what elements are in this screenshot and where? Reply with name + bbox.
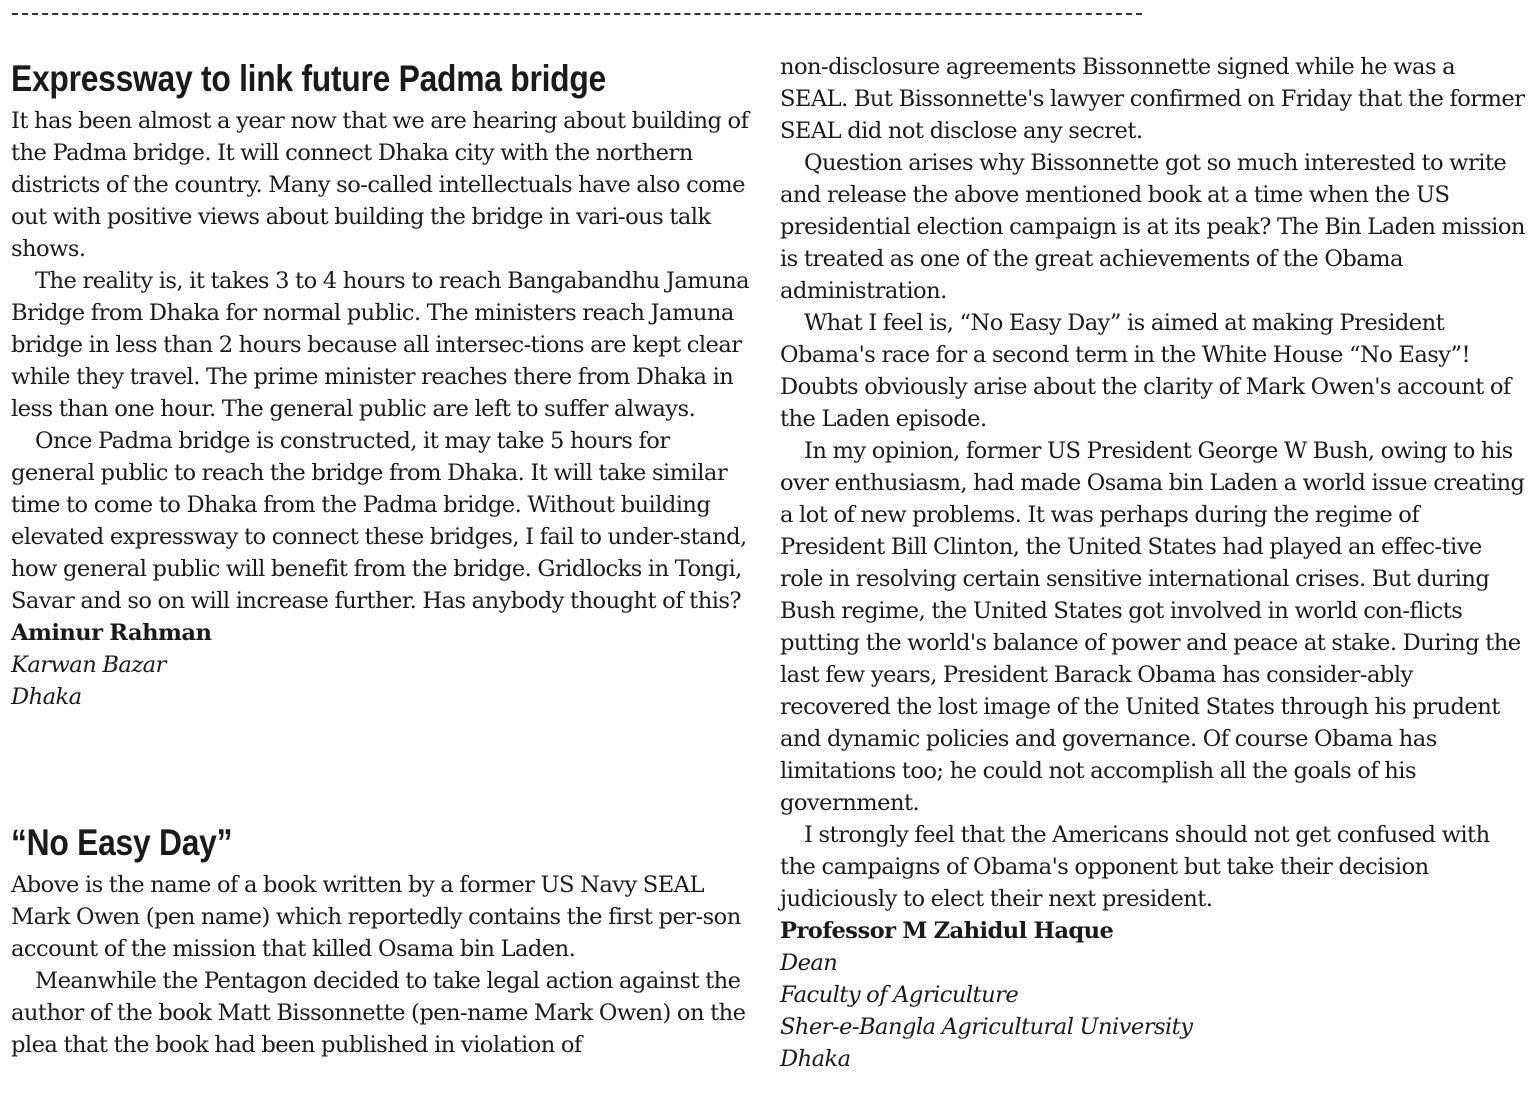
top-dashed-rule: [12, 13, 1142, 15]
letter2-paragraph-1: Above is the name of a book written by a former US Navy SEAL Mark Owen (pen name) which reportedly contains the first per-son account of the mission that killed Osama bin Laden.: [11, 872, 741, 962]
letter1-paragraph-2: The reality is, it takes 3 to 4 hours to reach Bangabandhu Jamuna Bridge from Dhaka for normal public. The ministers reach Jamuna bridge in less than 2 hours because all intersec-tions are kept clear while they travel. The prime minister reaches there from Dhaka in less than one hour. The general public are left to suffer always.: [11, 268, 750, 422]
letter2-paragraph-2: Meanwhile the Pentagon decided to take legal action against the author of the book Matt Bissonnette (pen-name Mark Owen) on the plea that the book had been published in violation of: [11, 968, 746, 1058]
letter2-paragraph-7: I strongly feel that the Americans should not get confused with the campaigns of Obama's opponent but take their decision judiciously to elect their next president.: [780, 822, 1490, 912]
letter1-signature-name: Aminur Rahman: [11, 620, 212, 646]
letter2-signature-line: Dean: [780, 950, 838, 976]
letter1-paragraph-1: It has been almost a year now that we are hearing about building of the Padma bridge. It will connect Dhaka city with the northern districts of the country. Many so-called intellectuals have also come out with positive views about building the bridge in vari-ous talk shows.: [11, 108, 749, 262]
letter1-headline: Expressway to link future Padma bridge: [11, 58, 606, 99]
letter1-signature-line: Dhaka: [11, 684, 82, 710]
letter2-body-right: [780, 51, 1528, 1075]
letter2-signature-line: Dhaka: [780, 1046, 851, 1072]
letter2-signature-line: Sher-e-Bangla Agricultural University: [780, 1014, 1193, 1040]
letter2-signature-name: Professor M Zahidul Haque: [780, 918, 1114, 944]
letter2-paragraph-5: What I feel is, “No Easy Day” is aimed at making President Obama's race for a second term in the White House “No Easy”! Doubts obviously arise about the clarity of Mark Owen's account of the Laden episode.: [780, 310, 1511, 432]
letter2-paragraph-3: non-disclosure agreements Bissonnette signed while he was a SEAL. But Bissonnette's lawyer confirmed on Friday that the former SEAL did not disclose any secret.: [780, 54, 1525, 144]
letter2-headline: “No Easy Day”: [11, 822, 233, 863]
letter1-signature-line: Karwan Bazar: [11, 652, 166, 678]
letter2-signature-line: Faculty of Agriculture: [780, 982, 1019, 1008]
letter2-body-left: [11, 869, 759, 1061]
letter1-paragraph-3: Once Padma bridge is constructed, it may take 5 hours for general public to reach the bridge from Dhaka. It will take similar time to come to Dhaka from the Padma bridge. Without building elevated expressway to connect these bridges, I fail to under-stand, how general public will benefit from the bridge. Gridlocks in Tongi, Savar and so on will increase further. Has anybody thought of this?: [11, 428, 747, 614]
letter1-body: [11, 105, 759, 713]
letter2-paragraph-6: In my opinion, former US President George W Bush, owing to his over enthusiasm, had made Osama bin Laden a world issue creating a lot of new problems. It was perhaps during the regime of President Bill Clinton, the United States had played an effec-tive role in resolving certain sensitive international crises. But during Bush regime, the United States got involved in world con-flicts putting the world's balance of power and peace at stake. During the last few years, President Barack Obama has consider-ably recovered the lost image of the United States through his prudent and dynamic policies and governance. Of course Obama has limitations too; he could not accomplish all the goals of his government.: [780, 438, 1525, 816]
letter2-paragraph-4: Question arises why Bissonnette got so much interested to write and release the above mentioned book at a time when the US presidential election campaign is at its peak? The Bin Laden mission is treated as one of the great achievements of the Obama administration.: [780, 150, 1525, 304]
